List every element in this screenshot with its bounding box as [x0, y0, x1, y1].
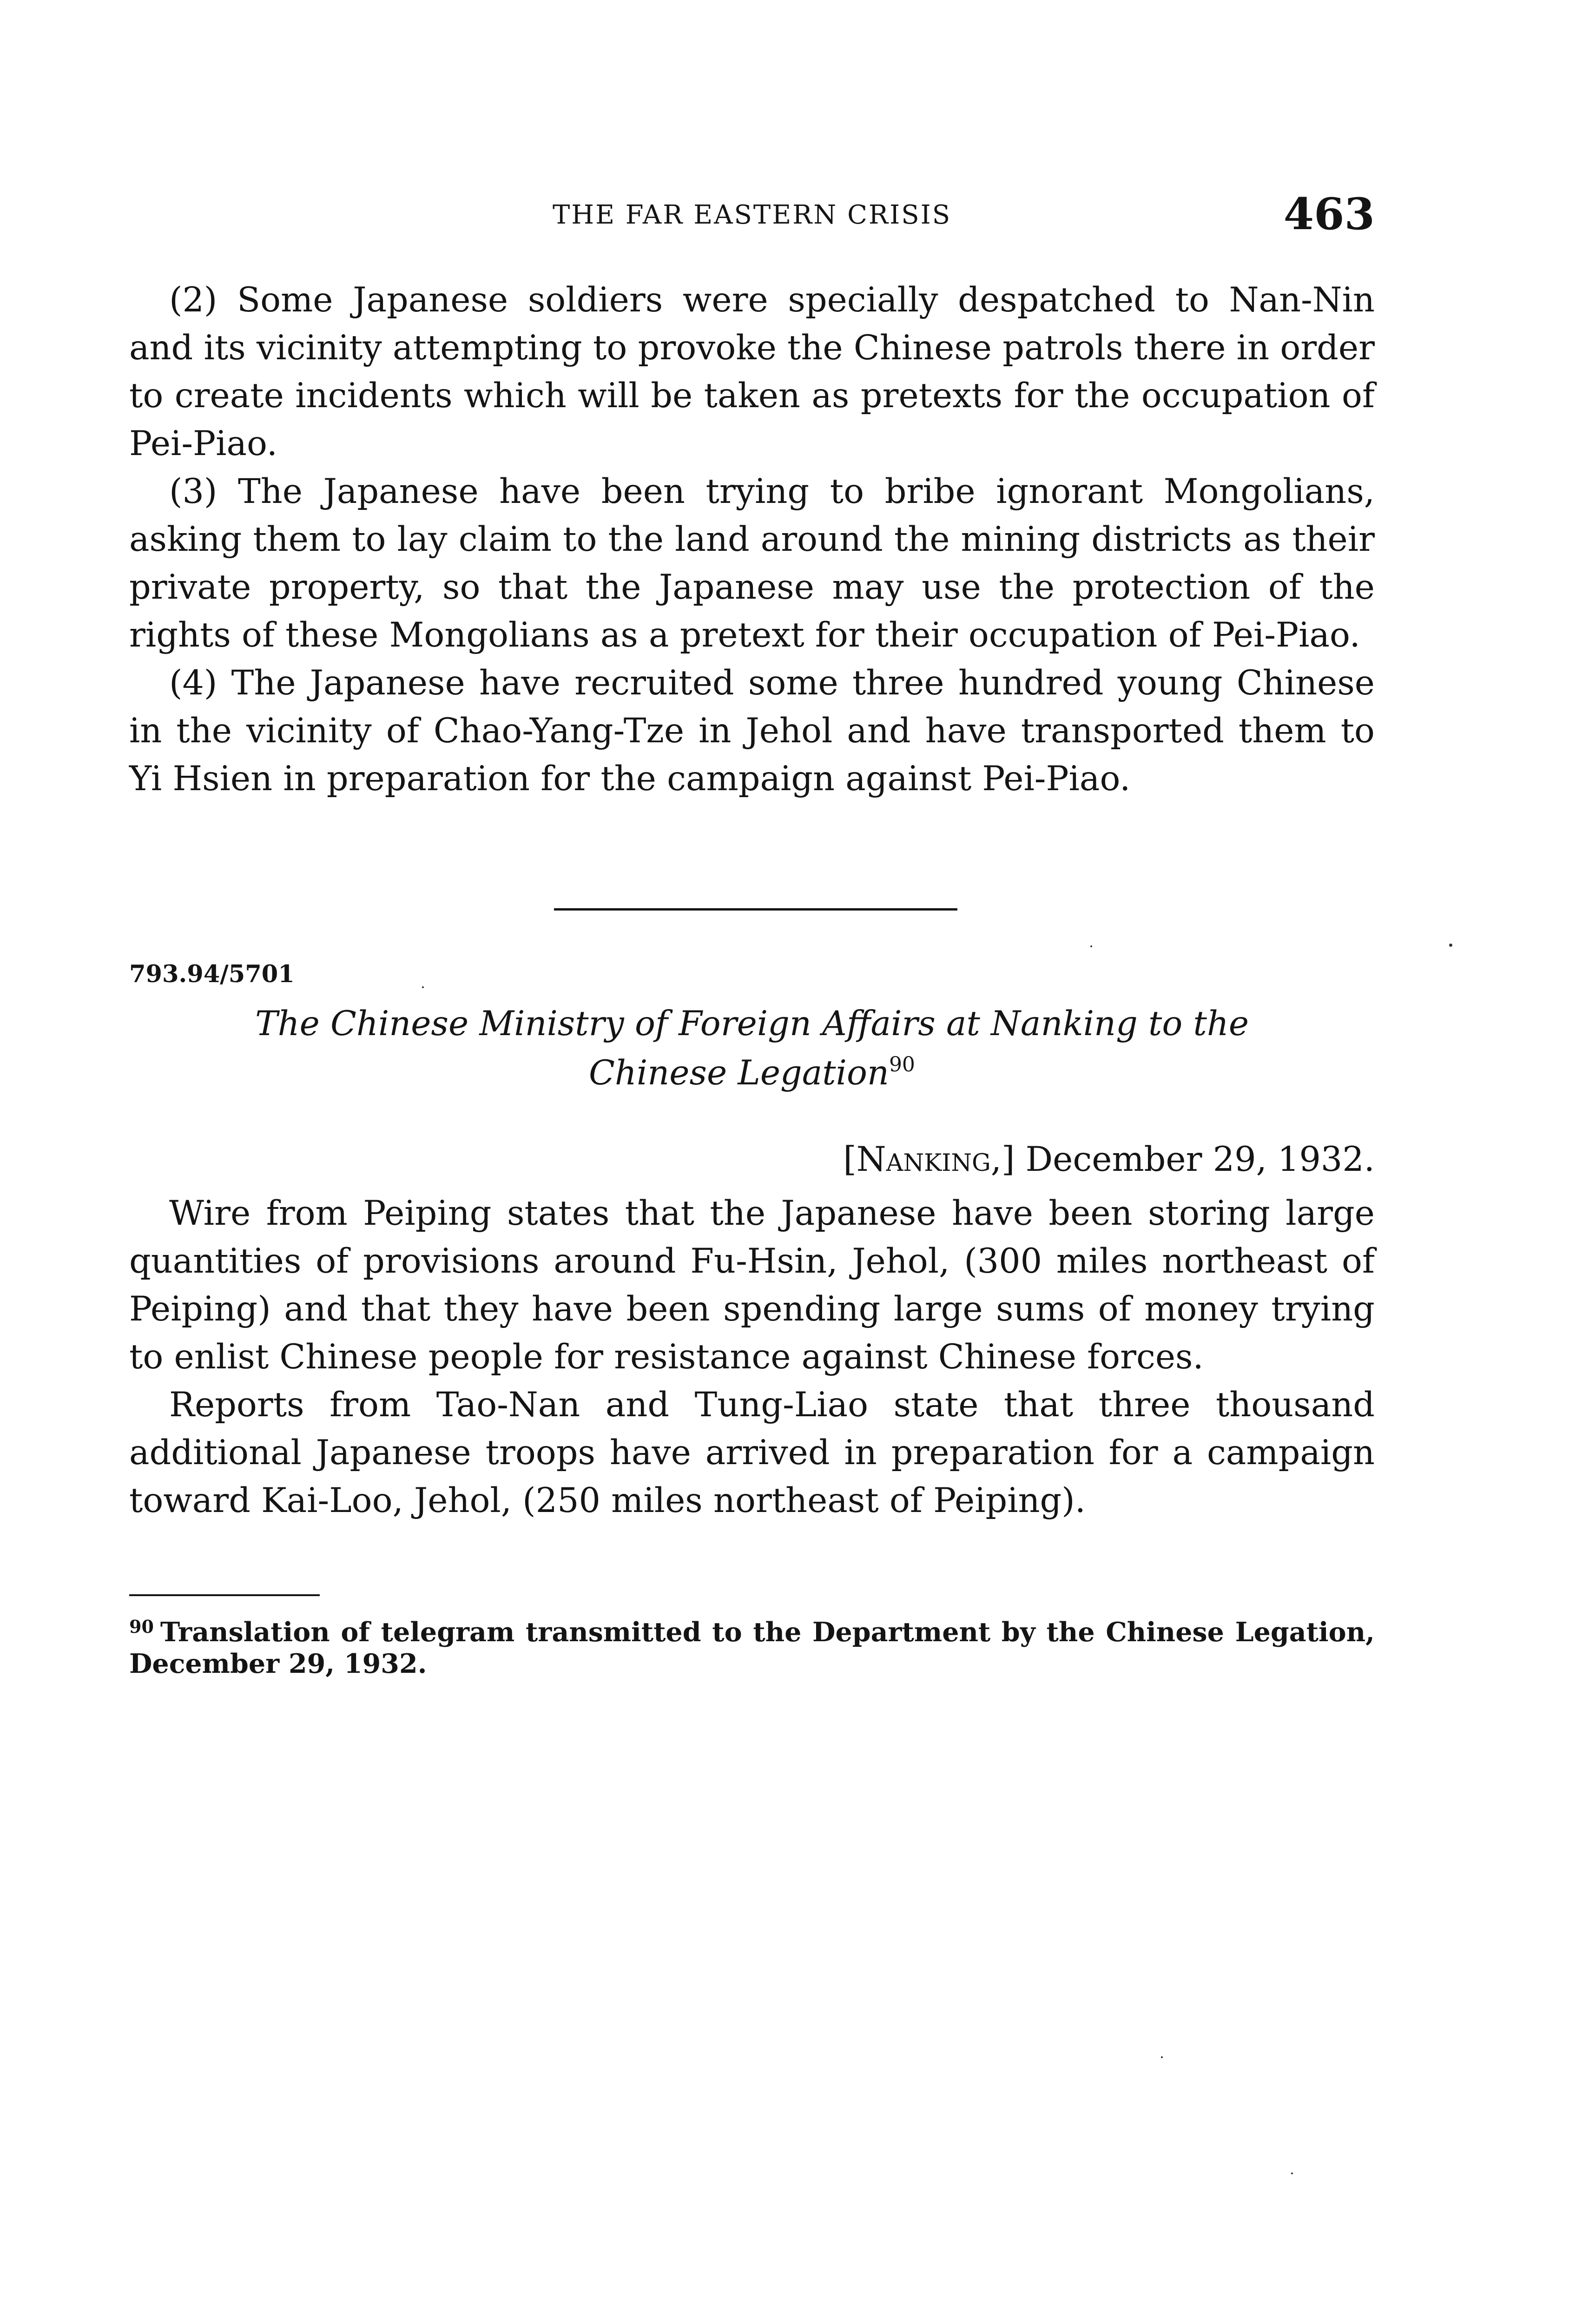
page-number: 463	[1283, 189, 1375, 240]
continued-report-text	[129, 276, 1375, 803]
dateline-date: ,] December 29, 1932.	[990, 1140, 1375, 1179]
paragraph-item-3: (3) The Japanese have been trying to bribe ignorant Mongolians, asking them to lay claim to the land around the mining districts as their private property, so that the Japanese may use the protection of the rights of these Mongolians as a pretext for their occupation of Pei-Piao.	[129, 472, 1375, 655]
telegram-paragraph: Reports from Tao-Nan and Tung-Liao state that three thousand additional Japanese troops have arrived in preparation for a campaign toward Kai-Loo, Jehol, (250 miles northeast of Peiping).	[129, 1385, 1375, 1520]
footnote	[129, 1617, 1375, 1680]
scan-speck	[1090, 945, 1092, 947]
scan-speck	[1161, 2056, 1163, 2058]
footnote-reference: 90	[889, 1053, 915, 1076]
running-header	[129, 189, 1375, 250]
scan-speck	[422, 986, 424, 988]
paragraph-item-4: (4) The Japanese have recruited some three hundred young Chinese in the vicinity of Chao-Yang-Tze in Jehol and have transported them to Yi Hsien in preparation for the campaign against Pei-Piao.	[129, 663, 1375, 799]
document-title-line-2-text: Chinese Legation	[589, 1053, 889, 1093]
telegram-text	[129, 1189, 1375, 1525]
document-title	[129, 999, 1375, 1098]
dateline-place: Nanking	[856, 1140, 991, 1179]
scan-speck	[1291, 2172, 1293, 2174]
footnote-marker: 90	[129, 1616, 154, 1637]
dateline-bracket: [	[843, 1140, 857, 1179]
running-title: THE FAR EASTERN CRISIS	[552, 200, 952, 230]
telegram-paragraph: Wire from Peiping states that the Japanese have been storing large quantities of provisions around Fu-Hsin, Jehol, (300 miles northeast of Peiping) and that they have been spending large sums of money trying to enlist Chinese people for resistance against Chinese forces.	[129, 1194, 1375, 1377]
section-divider	[554, 908, 957, 911]
paragraph-item-2: (2) Some Japanese soldiers were specially despatched to Nan-Nin and its vicinity attempting to provoke the Chinese patrols there in order to create incidents which will be taken as pretexts for the occupation of Pei-Piao.	[129, 280, 1375, 463]
document-title-line-1: The Chinese Ministry of Foreign Affairs at Nanking to the	[255, 1004, 1249, 1043]
footnote-divider	[129, 1594, 320, 1596]
dateline	[129, 1140, 1375, 1179]
scan-speck	[1449, 944, 1452, 947]
file-number: 793.94/5701	[129, 960, 295, 988]
document-title-line-2	[129, 1049, 1375, 1098]
footnote-text: Translation of telegram transmitted to the Department by the Chinese Legation, December 29, 1932.	[129, 1617, 1375, 1679]
